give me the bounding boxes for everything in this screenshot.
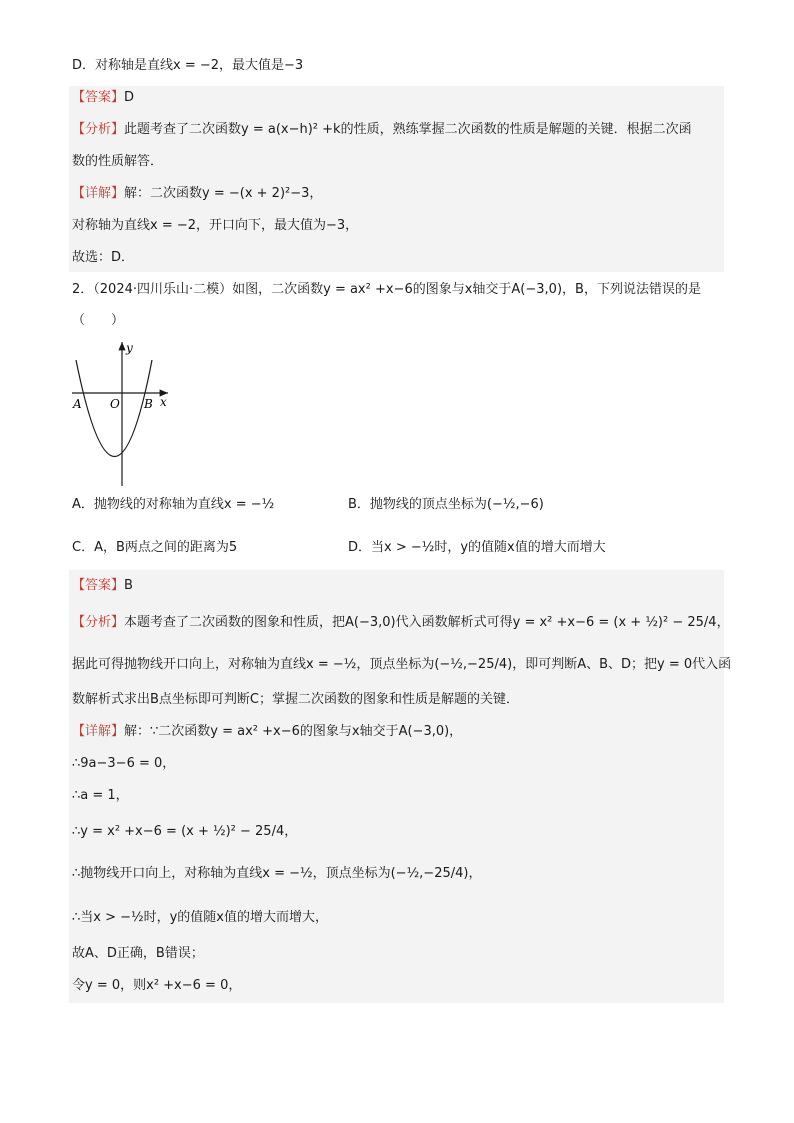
q2-detail-line1: 解：∵二次函数y = ax² +x−6的图象与x轴交于A(−3,0)， xyxy=(124,724,463,739)
q2-analysis-line1: 本题考查了二次函数的图象和性质，把A(−3,0)代入函数解析式可得y = x² +x−6 = (x + ½)² − 25/4， xyxy=(124,615,730,630)
q2-stem-line2: （ ） xyxy=(72,313,125,328)
q2-analysis-line3: 数解析式求出B点坐标即可判断C；掌握二次函数的图象和性质是解题的关键． xyxy=(72,692,519,707)
q2-detail-line3: ∴a = 1， xyxy=(72,788,129,803)
q2-detail-tag: 【详解】 xyxy=(72,724,125,739)
q1-analysis-line2: 数的性质解答． xyxy=(72,154,164,169)
q2-detail-line7: 故A、D正确，B错误； xyxy=(72,946,204,961)
q2-analysis xyxy=(72,613,730,633)
q2-answer-value: B xyxy=(124,578,133,593)
q1-answer xyxy=(72,88,134,108)
q1-detail xyxy=(72,184,322,204)
q2-answer-tag: 【答案】 xyxy=(72,578,125,593)
q2-solution-background xyxy=(69,570,724,1003)
q1-analysis xyxy=(72,120,692,140)
q2-detail-line5: ∴抛物线开口向上，对称轴为直线x = −½，顶点坐标为(−½,−25/4)， xyxy=(72,866,482,881)
q1-answer-value: D xyxy=(124,90,135,105)
point-b-label: B xyxy=(144,397,153,411)
q2-analysis-line2: 据此可得抛物线开口向上，对称轴为直线x = −½，顶点坐标为(−½,−25/4)，即可判断A、B、D；把y = 0代入函 xyxy=(72,657,732,672)
q1-detail-line2: 对称轴为直线x = −2，开口向下，最大值为−3， xyxy=(72,218,359,233)
q1-analysis-tag: 【分析】 xyxy=(72,122,125,137)
q2-option-a: A．抛物线的对称轴为直线x = −½ xyxy=(72,497,275,512)
q2-detail-line2: ∴9a−3−6 = 0， xyxy=(72,756,176,771)
q1-detail-tag: 【详解】 xyxy=(72,186,125,201)
q2-detail xyxy=(72,722,462,742)
q2-stem-line1: 2．（2024·四川乐山·二模）如图，二次函数y = ax² +x−6的图象与x轴交于A(−3,0)，B，下列说法错误的是 xyxy=(72,282,701,297)
y-axis-label: y xyxy=(126,341,133,355)
q1-answer-tag: 【答案】 xyxy=(72,90,125,105)
q2-option-b: B．抛物线的顶点坐标为(−½,−6) xyxy=(348,497,544,512)
q2-answer xyxy=(72,576,133,596)
q1-solution-background xyxy=(69,86,724,272)
point-a-label: A xyxy=(73,397,82,411)
parabola-graph xyxy=(68,338,178,488)
q2-detail-line4: ∴y = x² +x−6 = (x + ½)² − 25/4， xyxy=(72,824,298,839)
q2-detail-line8: 令y = 0，则x² +x−6 = 0， xyxy=(72,978,242,993)
q1-detail-line3: 故选：D． xyxy=(72,250,135,265)
x-axis-label: x xyxy=(160,395,167,409)
q2-detail-line6: ∴当x > −½时，y的值随x值的增大而增大， xyxy=(72,910,329,925)
q2-analysis-tag: 【分析】 xyxy=(72,615,125,630)
prev-option-d: D．对称轴是直线x = −2，最大值是−3 xyxy=(72,58,304,73)
q1-analysis-line1: 此题考查了二次函数y = a(x−h)² +k的性质，熟练掌握二次函数的性质是解题的关键．根据二次函 xyxy=(124,122,692,137)
q1-detail-line1: 解：二次函数y = −(x + 2)²−3， xyxy=(124,186,323,201)
origin-label: O xyxy=(110,397,120,411)
q2-option-c: C．A，B两点之间的距离为5 xyxy=(72,540,238,555)
q2-option-d: D．当x > −½时，y的值随x值的增大而增大 xyxy=(348,540,606,555)
